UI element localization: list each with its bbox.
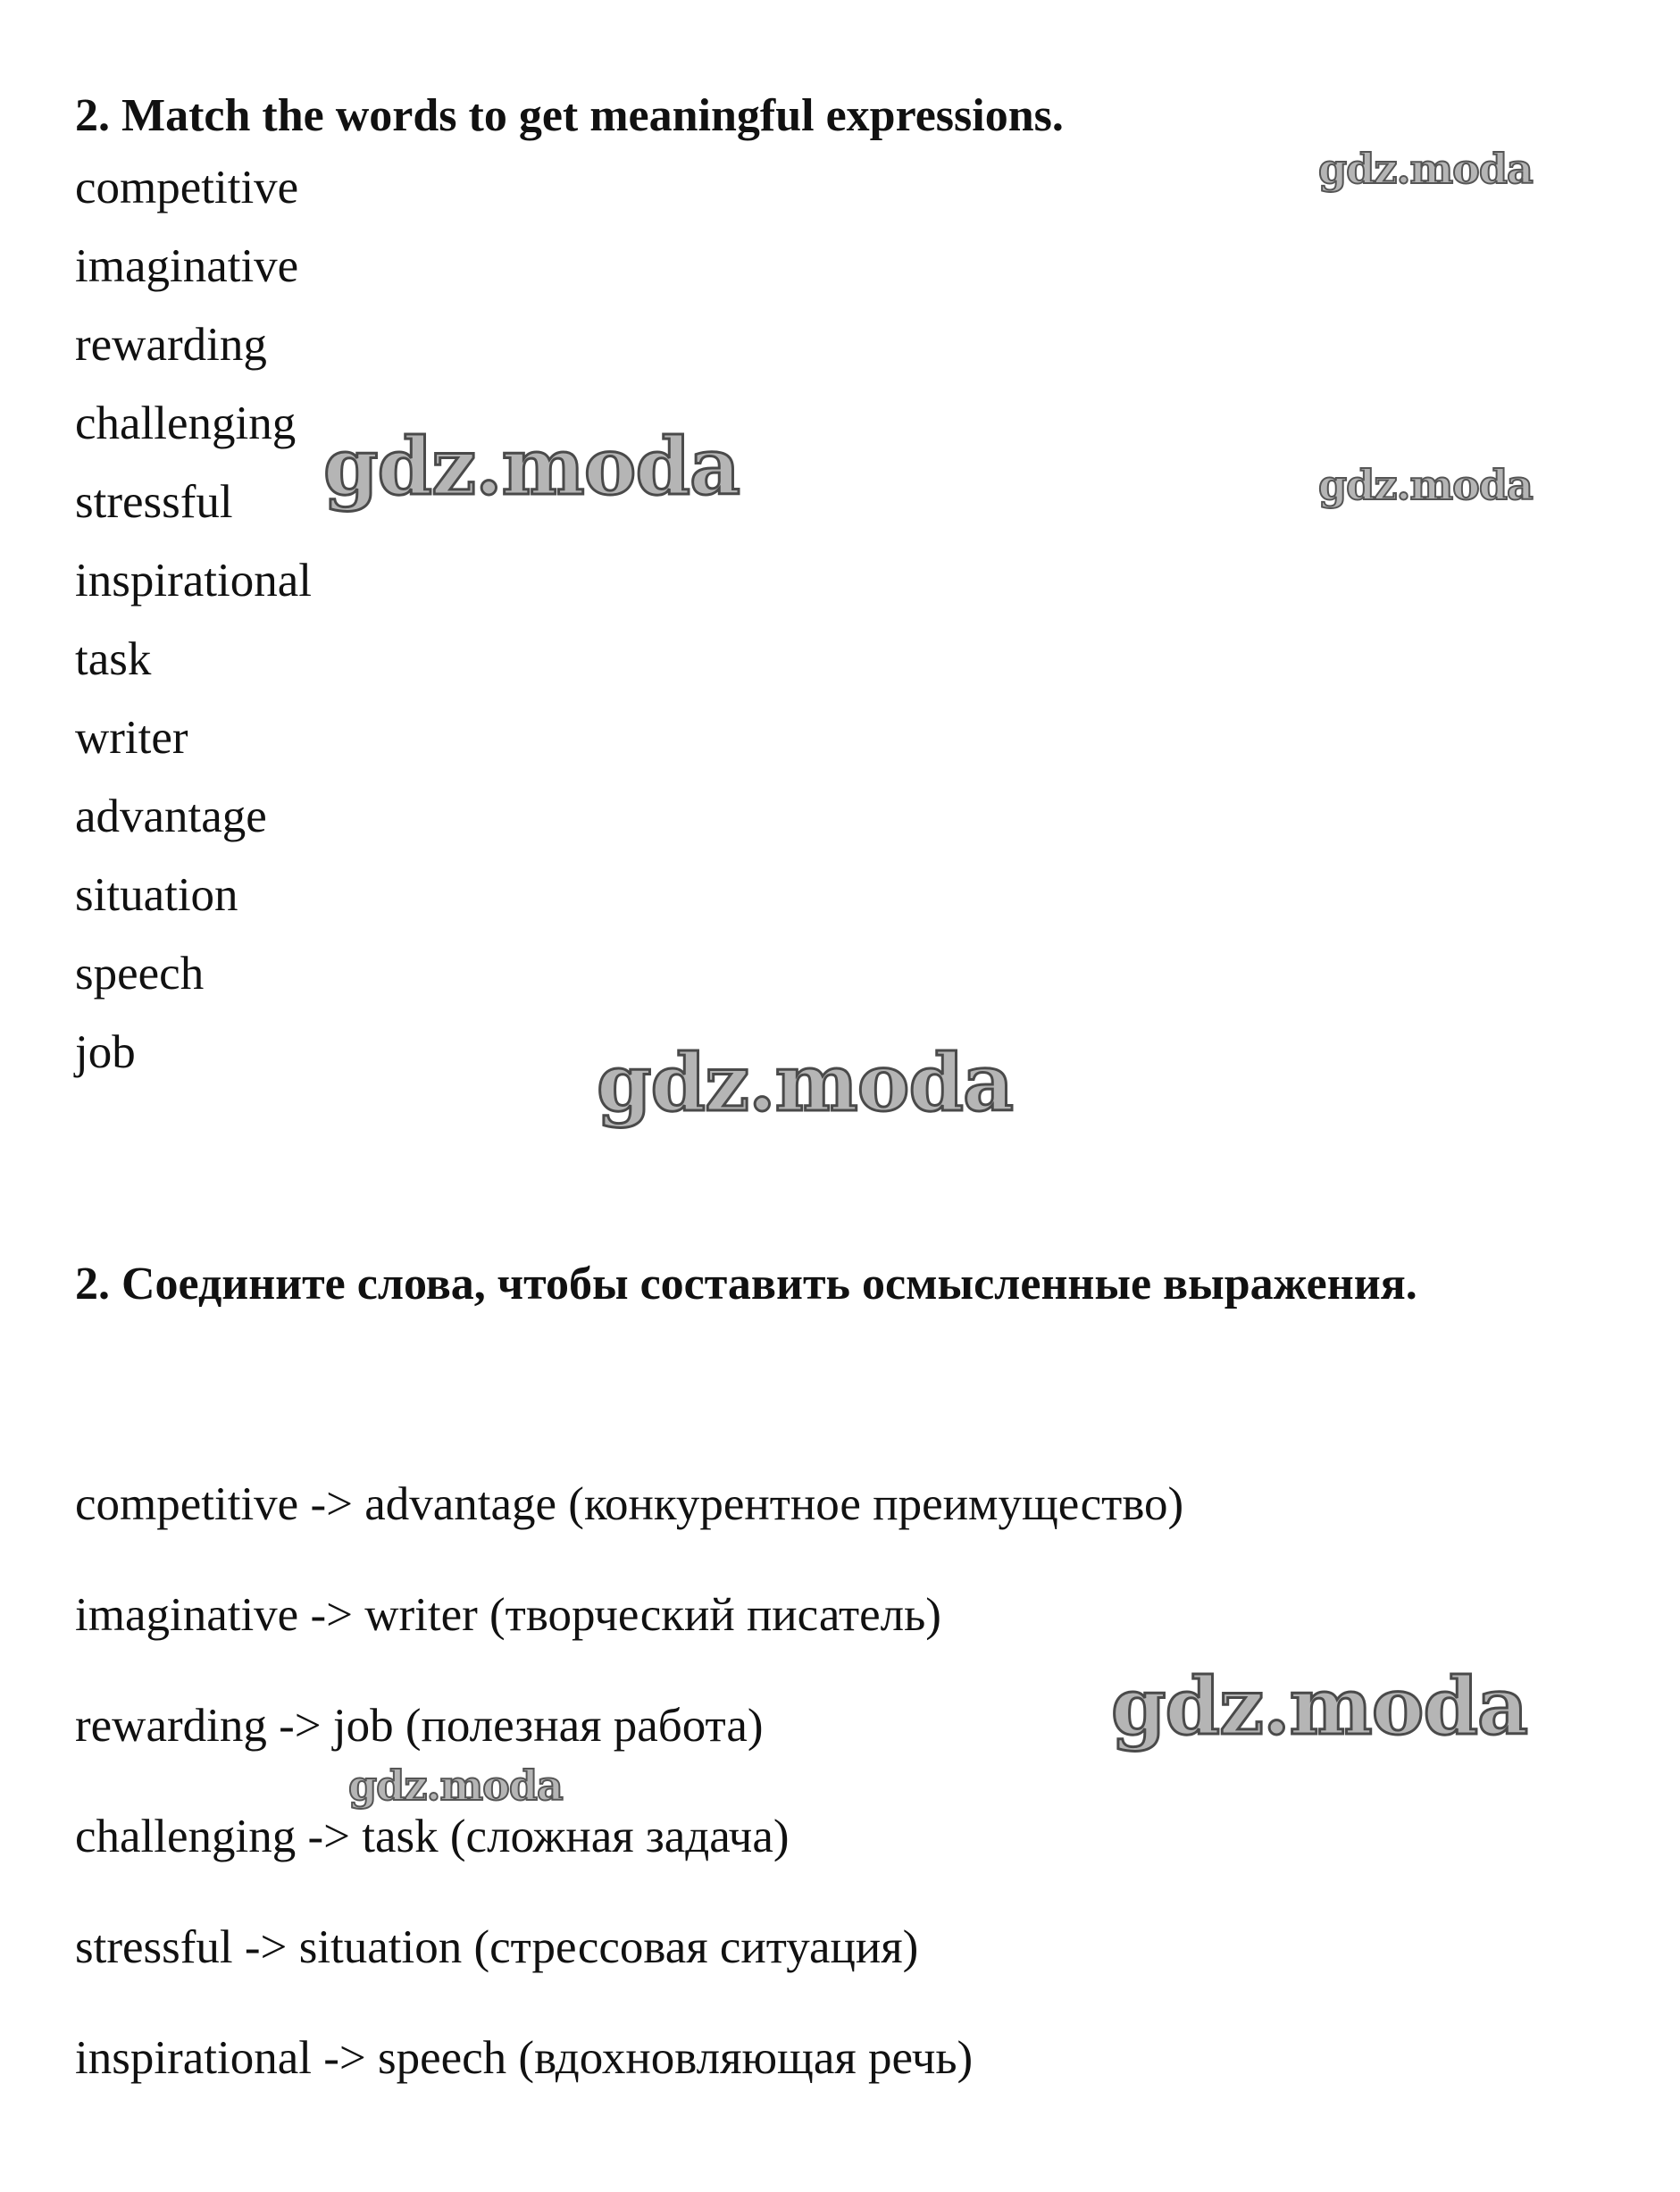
answer-item: competitive -> advantage (конкурентное преимущество) bbox=[75, 1478, 1184, 1530]
word-list bbox=[75, 162, 312, 1109]
word-item: situation bbox=[75, 869, 238, 921]
task-heading-english: 2. Match the words to get meaningful expressions. bbox=[75, 90, 1064, 141]
word-item: speech bbox=[75, 948, 205, 1000]
task-heading-russian: 2. Соедините слова, чтобы составить осмысленные выражения. bbox=[75, 1259, 1417, 1309]
word-item: writer bbox=[75, 712, 188, 764]
watermark: gdz.moda bbox=[348, 1761, 563, 1810]
answer-list bbox=[75, 1478, 1184, 2147]
word-item: competitive bbox=[75, 162, 299, 213]
answer-item: rewarding -> job (полезная работа) bbox=[75, 1700, 764, 1752]
answer-item: challenging -> task (сложная задача) bbox=[75, 1811, 790, 1862]
watermark: gdz.moda bbox=[1111, 1660, 1528, 1753]
watermark: gdz.moda bbox=[1318, 461, 1533, 509]
watermark: gdz.moda bbox=[1318, 145, 1533, 193]
answer-item: stressful -> situation (стрессовая ситуация) bbox=[75, 1921, 919, 1973]
word-item: task bbox=[75, 633, 152, 685]
word-item: rewarding bbox=[75, 319, 267, 371]
word-item: stressful bbox=[75, 476, 233, 528]
word-item: advantage bbox=[75, 791, 267, 842]
word-item: inspirational bbox=[75, 555, 312, 607]
answer-item: imaginative -> writer (творческий писатель) bbox=[75, 1589, 941, 1641]
word-item: imaginative bbox=[75, 240, 299, 292]
answer-item: inspirational -> speech (вдохновляющая речь) bbox=[75, 2032, 974, 2084]
watermark: gdz.moda bbox=[323, 420, 740, 513]
word-item: job bbox=[75, 1026, 136, 1078]
watermark: gdz.moda bbox=[597, 1036, 1014, 1129]
word-item: challenging bbox=[75, 397, 297, 449]
